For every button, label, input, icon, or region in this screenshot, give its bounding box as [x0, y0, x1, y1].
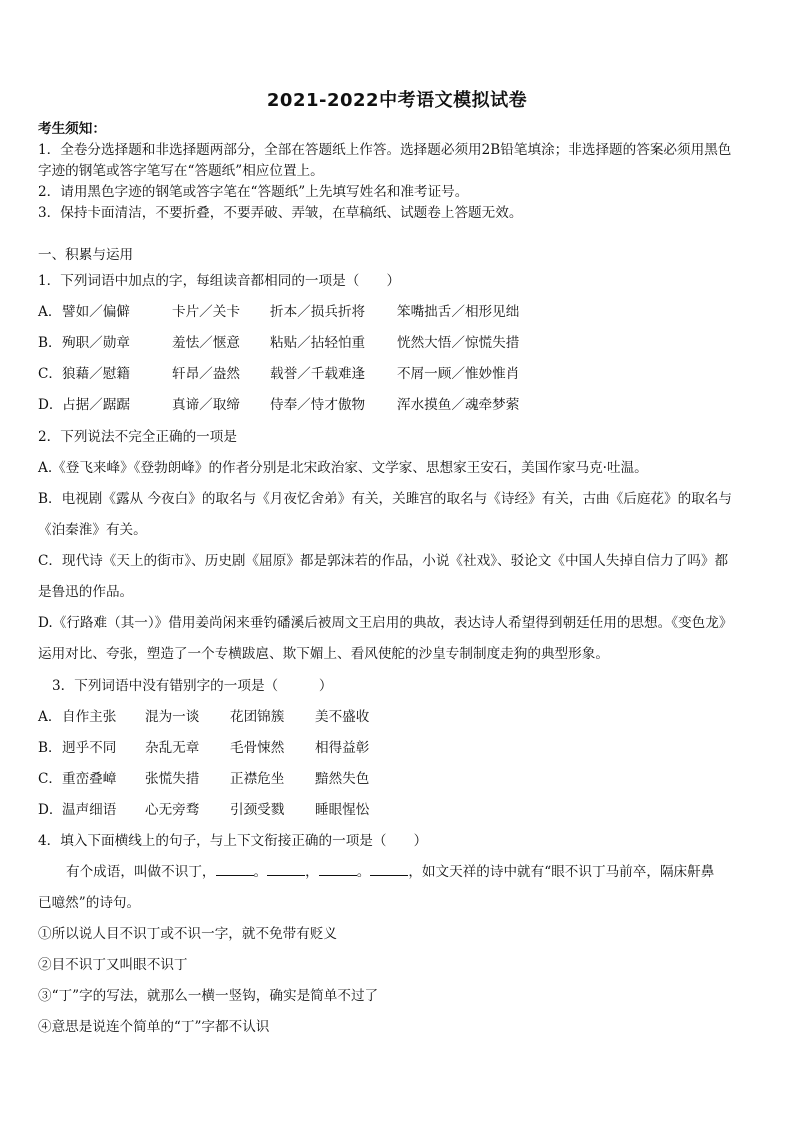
q4-stem: 4．填入下面横线上的句子，与上下文衔接正确的一项是（ ） — [38, 833, 428, 849]
q4-blank-1[interactable] — [216, 863, 254, 876]
q1-option-b: B．殉职／勋章 羞怯／惬意 粘贴／拈轻怕重 恍然大悟／惊慌失措 — [38, 335, 520, 351]
q4-paragraph-line1: 有个成语，叫做不识丁， 。 ， 。 ，如文天祥的诗中就有“眼不识丁马前卒，隔床鼾鼻 — [66, 864, 715, 880]
q4-sentence-3: ③“丁”字的写法，就那么一横一竖钩，确实是简单不过了 — [38, 988, 379, 1004]
q3-option-b: B．迥乎不同 杂乱无章 毛骨悚然 相得益彰 — [38, 740, 370, 756]
q2-option-b-line1: B．电视剧《露从 今夜白》的取名与《月夜忆舍弟》有关，关雎宫的取名与《诗经》有关，古曲《后庭花》的取名与 — [38, 491, 732, 507]
q2-option-c-line1: C．现代诗《天上的街市》、历史剧《屈原》都是郭沫若的作品，小说《社戏》、驳论文《中国人失掉自信力了吗》都 — [38, 553, 729, 569]
q1-stem: 1．下列词语中加点的字，每组读音都相同的一项是（ ） — [38, 273, 401, 289]
q1-option-c: C．狼藉／慰籍 轩昂／盎然 载誉／千载难逢 不屑一顾／惟妙惟肖 — [38, 366, 520, 382]
q3-option-d: D．温声细语 心无旁骛 引颈受戮 睡眼惺忪 — [38, 802, 370, 818]
notice-line-1b: 字迹的钢笔或答字笔写在“答题纸”相应位置上。 — [38, 163, 324, 179]
section-heading: 一、积累与运用 — [38, 247, 134, 263]
q4-sentence-2: ②目不识丁又叫眼不识丁 — [38, 957, 188, 973]
q2-stem: 2．下列说法不完全正确的一项是 — [38, 429, 237, 445]
notice-heading: 考生须知： — [38, 121, 106, 137]
notice-line-2: 2．请用黑色字迹的钢笔或答字笔在“答题纸”上先填写姓名和准考证号。 — [38, 184, 469, 200]
notice-line-1a: 1．全卷分选择题和非选择题两部分，全部在答题纸上作答。选择题必须用2B铅笔填涂；非选择题的答案必须用黑色 — [38, 142, 732, 158]
q3-stem: 3．下列词语中没有错别字的一项是（ ） — [52, 678, 333, 694]
page-title: 2021-2022中考语文模拟试卷 — [266, 90, 528, 111]
q4-blank-4[interactable] — [370, 863, 408, 876]
q4-blank-3[interactable] — [319, 863, 357, 876]
q4-blank-2[interactable] — [267, 863, 305, 876]
q2-option-d-line2: 运用对比、夸张，塑造了一个专横跋扈、欺下媚上、看风使舵的沙皇专制制度走狗的典型形象。 — [38, 646, 609, 662]
q4-paragraph-line2: 已噫然”的诗句。 — [38, 895, 141, 911]
q1-option-d: D．占据／踞踞 真谛／取缔 侍奉／恃才傲物 浑水摸鱼／魂牵梦萦 — [38, 397, 520, 413]
q4-sentence-1: ①所以说人目不识丁或不识一字，就不免带有贬义 — [38, 926, 338, 942]
q1-option-a: A．譬如／偏僻 卡片／关卡 折本／损兵折将 笨嘴拙舌／相形见绌 — [38, 304, 520, 320]
notice-line-3: 3．保持卡面清洁，不要折叠，不要弄破、弄皱，在草稿纸、试题卷上答题无效。 — [38, 205, 523, 221]
q2-option-b-line2: 《泊秦淮》有关。 — [38, 522, 147, 538]
q2-option-d-line1: D.《行路难（其一）》借用姜尚闲来垂钓磻溪后被周文王启用的典故，表达诗人希望得到朝廷任用的思想。《变色龙》 — [38, 615, 733, 631]
q3-option-a: A．自作主张 混为一谈 花团锦簇 美不盛收 — [38, 709, 370, 725]
q2-option-c-line2: 是鲁迅的作品。 — [38, 584, 134, 600]
q3-option-c: C．重峦叠嶂 张慌失措 正襟危坐 黯然失色 — [38, 771, 370, 787]
q4-sentence-4: ④意思是说连个简单的“丁”字都不认识 — [38, 1019, 270, 1035]
q2-option-a: A.《登飞来峰》《登勃朗峰》的作者分别是北宋政治家、文学家、思想家王安石，美国作家马克·吐温。 — [38, 460, 648, 476]
